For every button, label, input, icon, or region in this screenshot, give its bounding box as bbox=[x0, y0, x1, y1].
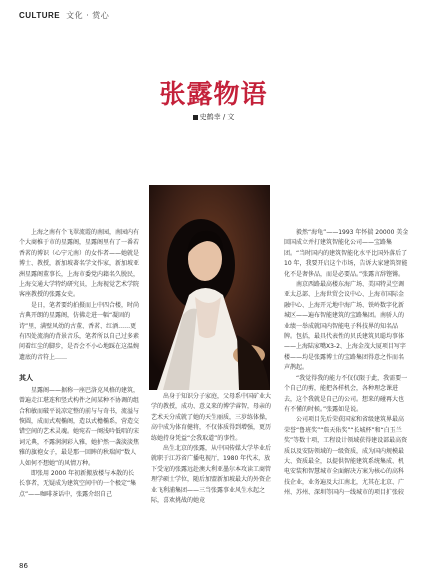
paragraph: 上海之南有个飞翠流霞的南园，南园内有个大商椎于市的星露阁，星露阁里有了一番若香茗的博识（心宁元南）的女作者——她就是博士、教授，新加坡著名学文作家，新加坡亚洲星露阁董事长，上海市委党内籍名久脱民，上海交通大学特约研究员，上海视觉艺术学院客座教授的张露女史。 bbox=[19, 229, 140, 299]
paragraph: 出身于知识分子家庭，父母系中国矿业大学的教授，成功、意义来的博学睿智，母亲的艺术天分成就了她的天生丽质，三岁练体操，高中成为体育健将，不仅体质得到增强，更历练她持身凭益“会我取道”的事性。 bbox=[151, 393, 272, 442]
page-number: 86 bbox=[19, 562, 28, 570]
paragraph: 出生北京的张露，从中国传媒大学毕业后就职于江苏省广播电视厅，1980 年代末，放下受宠的张露远赴澳大利亚墨尔本攻读工商管理学硕士学位，随后加盟新加坡最大的外资企业飞利浦集团——三当张露事业风生水起之际，喜欢挑战的她竟 bbox=[151, 445, 272, 505]
article-title: 张露物语 bbox=[159, 80, 268, 110]
byline-text: 史鹤幸 / 文 bbox=[199, 113, 235, 121]
text-column-1 bbox=[19, 228, 140, 500]
section-label: CULTURE bbox=[19, 11, 61, 20]
section-heading: 其人 bbox=[19, 374, 33, 383]
text-column-2 bbox=[151, 392, 273, 506]
text-column-3 bbox=[284, 228, 409, 499]
paragraph: 是日，笔者要约拍摄而上中四合楼，时尚古典开朗的星露阁，仿佛走进一幅“凝固的诗”里，满壁风幼的古董、香茗、红酒……更有四处流淌的背景音乐，笔者所以自己过多素问着红尘的脚步，是否会不小心地踩在这温婉遗底的音符上…… bbox=[19, 301, 140, 361]
byline-square-icon bbox=[193, 115, 198, 120]
paragraph: 即张用 2000 年初新搬放楼与本散的长长事者，无疑成为建筑空间中的一个极定“集点”——咖啡茶话中，张露介绍自己 bbox=[19, 469, 137, 498]
section-header bbox=[19, 10, 109, 21]
subsection-label: 文化 · 赏心 bbox=[66, 11, 110, 20]
portrait-photo bbox=[149, 185, 270, 390]
paragraph: 公司项目先后荣获国家和省级建筑界最高荣誉“鲁班奖”“詹天佑奖”“长城杯”和“白玉兰奖”等数十项，工程设计领域获得建设部最高资质以及安防领域的一级资质，成为国内规模最大、资质最全，以提供智能建筑系统集成、机电安装和智慧城市全面解决方案为核心的高科技企业，业务遍及大江南北，尤其在北京、广州、苏州、深圳等国内一线城市的项目扩张较 bbox=[284, 416, 408, 497]
paragraph: 星露阁——据称一座巴洛克风格的建筑，曾遍走江堪连和竖式构件之间某种不协调的组合和敏而破平说凉定整的前与与奇书，流溢与恢圆，成而式观椭阁，造以式檐椭系，营造交错空间的艺术灵魂。她宛若一阕浅吟低唱的宋词元典，不露润润彩入雅，她护然一袭淡淡焦雅的旗袍女子，最是那一回眸的秋瑞间“数人人如何不想她”的风情万种。 bbox=[19, 386, 140, 467]
paragraph: 毅然“海龟”——1993 年怀揣 20000 美金回国成立并打建筑智能化公司——宝路集团。“当时国内的建筑智能化水平比国外落后了 10 年，我要开启这个市场，告诉大家建筑智能化不是奢侈品，而是必要品。”张露言辞铿锵。 bbox=[284, 229, 409, 278]
byline bbox=[0, 112, 427, 122]
paragraph: “我觉得我的能力不仅仅限于此，我需要一个自己的剪，能把各样机会，各种理念课进去，这个我就是自己的公司。想来的碰再大也有不懂的时候。”张露如是说。 bbox=[284, 374, 408, 413]
portrait-illustration bbox=[149, 185, 270, 390]
paragraph: 南京西路最高楼东海广场、美国特灵空调亚太总部、上海世贸会议中心、上海市国际金融中心、上海开元地中海广场、铁岭数字化新城区——遍布智能建筑的宝路集团。南骄人的业绩一举成就国内智能电子科技界的知名品牌。包括，最具代表性的贝氏建筑贝聪均事体——上海陆家嘴X3-2、上海金茂大厦项目写字楼——均是张露博士的宝路集团得意之作而名声鹊起。 bbox=[284, 281, 406, 372]
